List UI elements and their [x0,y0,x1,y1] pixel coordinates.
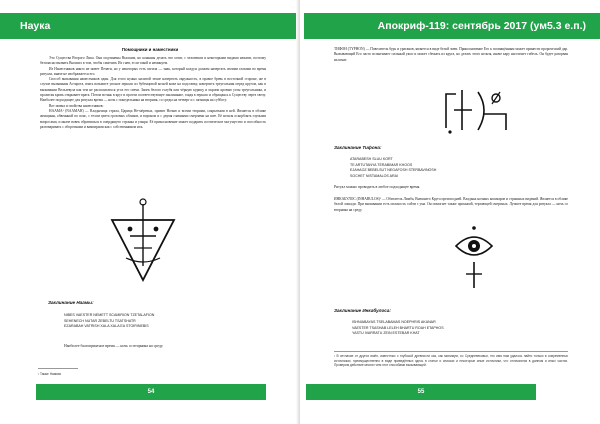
paragraph: ТИФОН (TYPHON) — Повелитель бурь и ураганов, является в виде белой змеи. Прикосновение Его к посвящённым может принести пророческий дар. Вызывающий Его часто испытывает сильный ужас и может сбежать из круга, но делать этого нельзя, иначе кару настигнет гибель. Он будет разорван на шмат. [334,47,568,62]
invocation-line: EJAHAOZ BEBELSUT NEGAFOSH STERBAVINOSH [350,168,437,173]
invocation-line: TE ARTUTANYA TERABIMAR KHOOS [350,162,413,167]
typhon-time-note: Ритуал можно проводить в любое подходящее время. [334,185,421,189]
left-body-text [40,56,266,130]
page-number-left: 54 [36,384,266,400]
typhon-text [334,47,568,63]
naamah-sigil-icon [108,196,178,284]
footnote-divider [334,351,568,352]
right-page [300,0,600,424]
naamah-time-note: Наиболее благоприятное время — ночь со вторника на среду. [64,344,164,348]
left-section-header: Наука [0,13,296,39]
page-number-right: 55 [306,384,536,400]
typhon-invocation-heading: Заклинание Тифона: [334,145,382,150]
invocation-line: NIBES VAESTER NEMETT SCAMIRION TZETALAFION [64,313,155,317]
invocation-line: SEHENECH NUTAR ZEBELTU TSATSHATR [64,318,136,323]
invocation-line: ISHNIABAYAS TSELABAMAS NOEPHRIS AKANAR [352,320,436,324]
invocation-line: YASTU IVARRATU ZEIN ESTEBAR KHAT [352,331,420,336]
inhabulos-invocation-heading: Заклинание Инкабулоса: [334,308,391,313]
typhon-sigil-icon [440,84,512,136]
footnote-divider [38,368,78,369]
naamah-invocation [64,313,154,330]
footnote: ¹ В сетлачие от других имён, известных с глубокой древности как, как минимум, со Средневековья, это имя нам удалось найти только в современных источниках, преимущественно в виде приведённых здесь в статье и списках и некоторые иные источники, что отличаются в данном и иных частях. Проверим действие многих чем этот способами вызывающей. [334,354,568,368]
invocation-line: EZARABAH VATRISH XALA XALA EA STOIRINEBIS [64,324,149,329]
inhabulos-invocation [352,320,444,337]
invocation-line: ATARABESH SLUU KORT [350,157,393,161]
paragraph: Вот имена и свойства наместников: [49,103,104,108]
footnote: ¹ Также Наамах [38,372,62,376]
inhabulos-text [334,197,568,213]
invocation-line: VAESTER TSASHAB LELEH BHARTU ROAH ETAPHOS [352,325,444,330]
article-title: Помощники и наместники [121,47,179,52]
paragraph: Это Существа Второго Лика. Они подчинены Высшим, но коньяны делать что хотят, с человеком и некоторыми видами нежити, поэтому безопасно вызвать Высших в том, чтобы смягчить Их гнев, если такой и неминуем. [40,56,266,66]
inhabulos-eye-sigil-icon [452,224,496,292]
paragraph: НААМА¹ (NAAMAH) — Владычица страха, Царица Не-мёртвых, правит Ночью и всеми теорями, сокрытыми в ней. Является в облике женщины, обвеянной по пояс, с телом цвета грозовых облаков, и вороном и с двумя главными смерчами на шее. Её нельзя оскорблять глупыми вопросами, и иначе вовек обратишься в смердящего странка и упыря. Её прикосновение может подарить поэтическое могущество и способность разговаривать с оборотнями и вампирами как с собственником ихъ. [40,108,266,129]
paragraph: Способ вызывания наместников один. Для этого нужно налитой земле начертить окружность, в правое бревь в восточной стороне, же в случае вызывания Астарота, взять возьмите упоное зеркало из бубенцовой козьей коже на подставку, начертить треугольник перед кругом, как в вызывании Вельзевула как тем не располагаться угол его свечи. Запек белого голубя или чёрную курицу и окропи кровью углы треугольника, и пролитая кровь открывает врата. Потом встань в круг и прочти соответствующее заклинание, глядя в зеркало и обращаясь к Существу через свечу. Наиболее подходящее для ритуала время — ночь с понедельника на вторник, со среды на четверг и с пятницы на субботу. [40,77,266,103]
naamah-invocation-heading: Заклинание Наамы: [48,300,94,305]
typhon-invocation [350,157,436,179]
paragraph: ИНКАБУЛОС (INHABULOS)¹ — Обитатель Лимба, Внешнего Круга преисподней. Владыка ночных кошмаров и страшных видений. Является в облике белой лошади. При вызывании есть опасность сойти с ума. Он помогает также прокажой, терзающей смертных. Лучшее время для ритуала — ночь со вторника на среду. [334,197,568,212]
paragraph: Из Наместников никто не имеет Печати, но у некоторых есть сигила — знак, который колдун должен начертать своими глазами во время ритуала, иначе не изображается его. [40,66,266,76]
invocation-line: SOCHET NISTAMALOS ARAI [350,173,398,178]
issue-header: Апокриф-119: сентябрь 2017 (ум5.3 е.п.) [304,13,600,39]
